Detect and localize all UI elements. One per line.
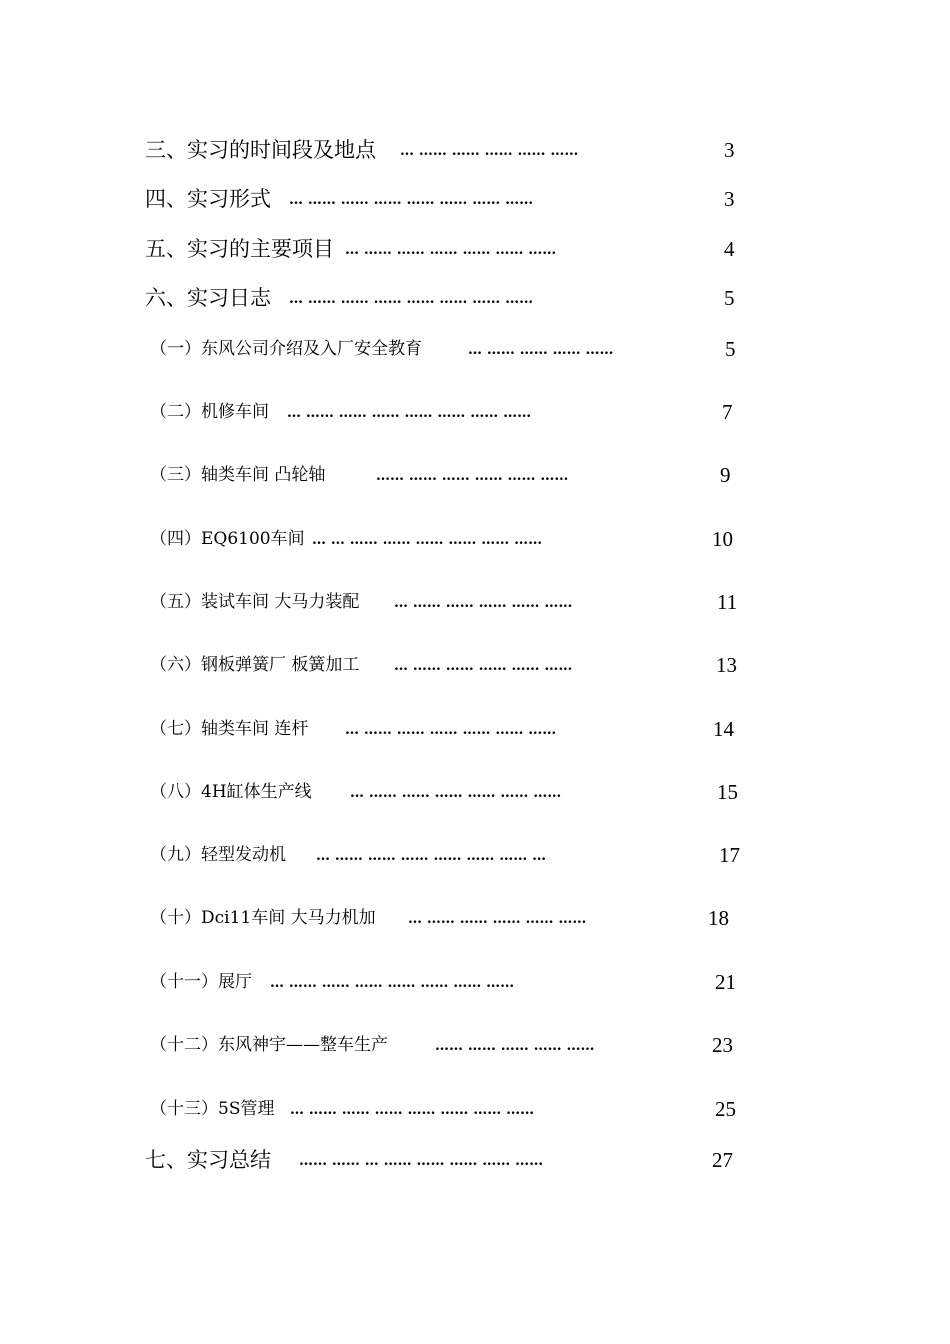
- toc-entry-page: 27: [712, 1148, 733, 1172]
- toc-entry-title: （七）轴类车间 连杆: [150, 719, 309, 739]
- toc-entry-title: （八）4H缸体生产线: [150, 782, 312, 802]
- toc-entry-page: 14: [713, 717, 734, 741]
- toc-entry-page: 3: [724, 187, 735, 211]
- toc-entry-leader: … …… …… …… …… ……: [408, 911, 587, 927]
- toc-entry-title: （十三）5S管理: [150, 1099, 275, 1119]
- toc-entry-title: （二）机修车间: [150, 402, 269, 422]
- toc-entry-leader: … …… …… …… …… …… …… ……: [289, 192, 534, 208]
- toc-entry-page: 9: [720, 463, 731, 487]
- toc-entry-leader: …… …… …… …… ……: [435, 1038, 595, 1054]
- toc-entry-page: 18: [708, 906, 729, 930]
- toc-entry-title: （五）装试车间 大马力装配: [150, 592, 360, 612]
- toc-entry-page: 23: [712, 1033, 733, 1057]
- toc-entry-page: 17: [719, 843, 740, 867]
- toc-entry-leader: … …… …… …… …… ……: [394, 595, 573, 611]
- toc-entry-page: 11: [717, 590, 738, 614]
- toc-entry-title: 七、实习总结: [145, 1148, 271, 1172]
- toc-entry-leader: … …… …… …… …… ……: [394, 658, 573, 674]
- toc-entry-leader: … …… …… …… …… …… …… ……: [287, 405, 532, 421]
- toc-entry-page: 5: [725, 337, 736, 361]
- toc-entry-title: （六）钢板弹簧厂 板簧加工: [150, 655, 360, 675]
- toc-entry-leader: … …… …… …… …… …… …… …: [316, 848, 547, 864]
- toc-entry-title: （一）东风公司介绍及入厂安全教育: [150, 339, 422, 359]
- toc-entry-title: 五、实习的主要项目: [145, 237, 334, 261]
- toc-entry-page: 3: [724, 138, 735, 162]
- toc-entry-title: （三）轴类车间 凸轮轴: [150, 465, 326, 485]
- toc-entry-page: 7: [722, 400, 733, 424]
- toc-entry-title: 六、实习日志: [145, 286, 271, 310]
- toc-entry-leader: … … …… …… …… …… …… ……: [312, 532, 543, 548]
- toc-entry-leader: … …… …… …… …… …… …… ……: [289, 291, 534, 307]
- toc-entry-leader: … …… …… …… …… …… ……: [350, 785, 562, 801]
- toc-entry-page: 25: [715, 1097, 736, 1121]
- toc-entry-leader: … …… …… …… …… ……: [400, 143, 579, 159]
- toc-entry-leader: … …… …… …… …… …… …… ……: [290, 1102, 535, 1118]
- toc-entry-title: （十一）展厅: [150, 972, 252, 992]
- toc-entry-leader: … …… …… …… ……: [468, 342, 614, 358]
- toc-entry-page: 10: [712, 527, 733, 551]
- toc-entry-title: （十二）东风神宇——整车生产: [150, 1035, 388, 1055]
- toc-entry-title: （四）EQ6100车间: [150, 529, 305, 549]
- toc-entry-leader: … …… …… …… …… …… …… ……: [270, 975, 515, 991]
- toc-entry-leader: … …… …… …… …… …… ……: [345, 722, 557, 738]
- toc-entry-leader: …… …… … …… …… …… …… ……: [299, 1153, 544, 1169]
- toc-entry-page: 5: [724, 286, 735, 310]
- toc-entry-title: 三、实习的时间段及地点: [145, 138, 376, 162]
- toc-entry-leader: … …… …… …… …… …… ……: [345, 242, 557, 258]
- toc-entry-title: 四、实习形式: [145, 187, 271, 211]
- toc-entry-page: 4: [724, 237, 735, 261]
- toc-entry-title: （十）Dci11车间 大马力机加: [150, 908, 376, 928]
- toc-entry-title: （九）轻型发动机: [150, 845, 286, 865]
- toc-entry-leader: …… …… …… …… …… ……: [376, 468, 569, 484]
- toc-entry-page: 13: [716, 653, 737, 677]
- toc-entry-page: 15: [717, 780, 738, 804]
- toc-entry-page: 21: [715, 970, 736, 994]
